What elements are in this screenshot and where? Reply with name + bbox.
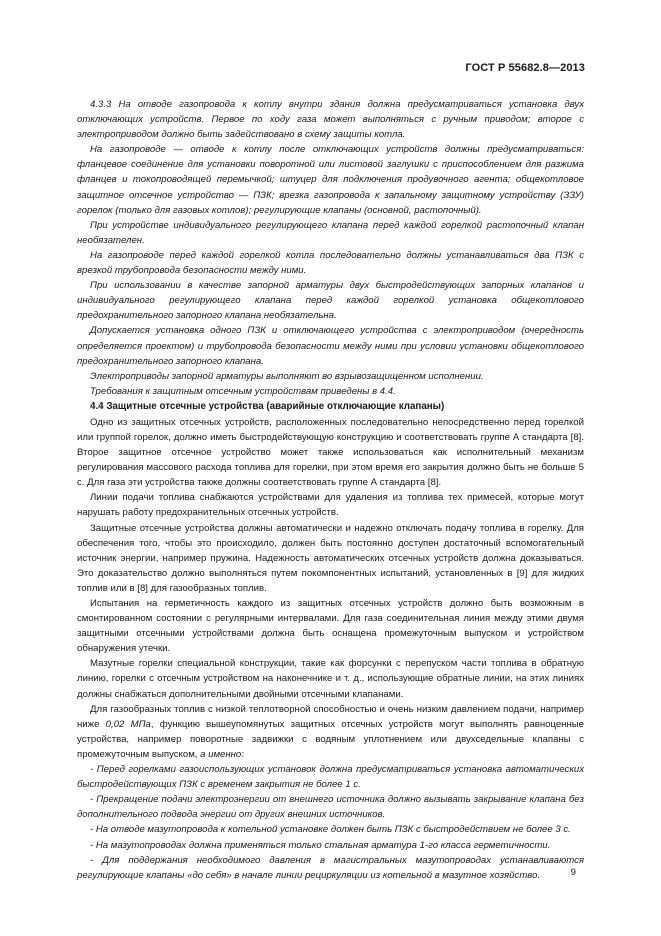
list-item-fuel-oil-branch: - На отводе мазутопровода к котельной установке должен быть ПЗК с быстродействием не более 3 с.	[90, 824, 571, 836]
gas-text-middle: , функцию вышеупомянутых защитных отсечных устройств могут выполнять равноценные устройства, например поворотные задвижки с водяным уплотнением или двухседельные клапаны с промежуточным выпуском,	[77, 718, 585, 760]
list-item-auto-pzk: - Перед горелками газоиспользующих установок должна предусматриваться установка автоматических быстродействующих ПЗК с временем закрытия не более 1 с.	[77, 764, 584, 791]
gas-pressure-value: 0,02 МПа	[105, 718, 151, 730]
paragraph-fuel-lines: Линии подачи топлива снабжаются устройствами для удаления из топлива тех примесей, которые могут нарушать работу предохранительных отсечных устройств.	[77, 492, 584, 519]
paragraph-leak-tests: Испытания на герметичность каждого из защитных отсечных устройств должно быть возможным в смонтированном состоянии с регулярными интервалами. Для газа соединительная линия между этими двумя защитными отсечными устройствами должна быть оснащена промежуточным выпуском и устройством обнаружения утечки.	[77, 598, 584, 655]
paragraph-two-pzk: На газопроводе перед каждой горелкой котла последовательно должны устанавливаться два ПЗК с врезкой трубопровода безопасности между ними.	[77, 249, 584, 277]
paragraph-4-3-3: 4.3.3 На отводе газопровода к котлу внутри здания должна предусматриваться установка двух отключающих устройств. Первое по ходу газа может выполняться с ручным приводом; второе с электроприводом должно быть задействовано в схему защиты котла.	[77, 99, 584, 141]
list-item-pressure-regulators: - Для поддержания необходимого давления в магистральных мазутопроводах устанавливаются регулирующие клапаны «до себя» в начале линии рециркуляции из котельной в мазутное хозяйство.	[77, 854, 584, 881]
paragraph-single-pzk: Допускается установка одного ПЗК и отключающего устройства с электроприводом (очередность определяется проектом) и трубопровода безопасности между ними при условии установки общекотлового предохранительного запорного клапана.	[77, 325, 584, 367]
paragraph-electric-drives: Электроприводы запорной арматуры выполняют во взрывозащищенном исполнении.	[90, 370, 484, 382]
document-code-header: ГОСТ Р 55682.8—2013	[465, 62, 585, 74]
paragraph-first-device: Одно из защитных отсечных устройств, расположенных последовательно непосредственно перед горелкой или группой горелок, должно иметь быстродействующую конструкцию и соответствовать группе А стандарта [8]. Второе защитное отсечное устройство может также использоваться как исполнительный механизм регулирования массового расхода топлива для горелки, при этом время его закрытия должно быть не больше 5 с. Для газа эти устройства также должны соответствовать группе А стандарта [8].	[77, 416, 584, 489]
gas-text-before: Для газообразных топлив с низкой теплотворной способностью и очень низким давлением подачи, например ниже	[77, 703, 584, 730]
paragraph-gas-pipeline-devices: На газопроводе — отводе к котлу после отключающих устройств должны предусматриваться: фланцевое соединение для установки поворотной или листовой заглушки с приспособлением для разжима фланцев и токопроводящей перемычкой; штуцер для подключения продувочного агента; общекотловое защитное отсечное устройство — ПЗК; врезка газопровода к запальному защитному устройству (ЗЗУ) горелок (только для газовых котлов); регулирующие клапаны (основной, растопочный).	[77, 144, 584, 216]
paragraph-oil-burners: Мазутные горелки специальной конструкции, такие как форсунки с перепуском части топлива в обратную линию, горелки с отсечным устройством на наконечнике и т. д., использующие обратные линии, на этих линиях должны снабжаться дополнительными двойными отсечными клапанами.	[77, 658, 584, 700]
gas-text-emphasis: а именно:	[200, 748, 244, 760]
list-item-steel-fittings: - На мазутопроводах должна применяться только стальная арматура 1-го класса герметичности.	[90, 839, 551, 851]
paragraph-individual-valve: При устройстве индивидуального регулирующего клапана перед каждой горелкой растопочный клапан необязателен.	[77, 219, 584, 246]
page-number: 9	[570, 867, 576, 878]
paragraph-auto-shutoff: Защитные отсечные устройства должны автоматически и надежно отключать подачу топлива в горелку. Для обеспечения того, чтобы это происходило, должен быть постоянно доступен достаточный вспомогательный источник энергии, например пружина. Надежность автоматических отсечных устройств должна доказываться. Это доказательство должно выполняться путем покомпонентных испытаний, установленных в [9] для жидких топлив или в [8] для газообразных топлив.	[77, 522, 584, 594]
paragraph-requirements-ref: Требования к защитным отсечным устройствам приведены в 4.4.	[90, 385, 396, 397]
document-body	[77, 97, 584, 883]
section-4-4-heading: 4.4 Защитные отсечные устройства (аварийные отключающие клапаны)	[90, 400, 445, 412]
paragraph-fast-valves: При использовании в качестве запорной арматуры двух быстродействующих запорных клапанов и индивидуального регулирующего клапана перед каждой горелкой установка общекотлового предохранительного запорного клапана необязательна.	[77, 280, 584, 322]
list-item-power-loss: - Прекращение подачи электроэнергии от внешнего источника должно вызывать закрывание клапана без дополнительного подвода энергии от других внешних источников.	[77, 794, 584, 821]
paragraph-low-calorific-gas	[77, 702, 584, 762]
